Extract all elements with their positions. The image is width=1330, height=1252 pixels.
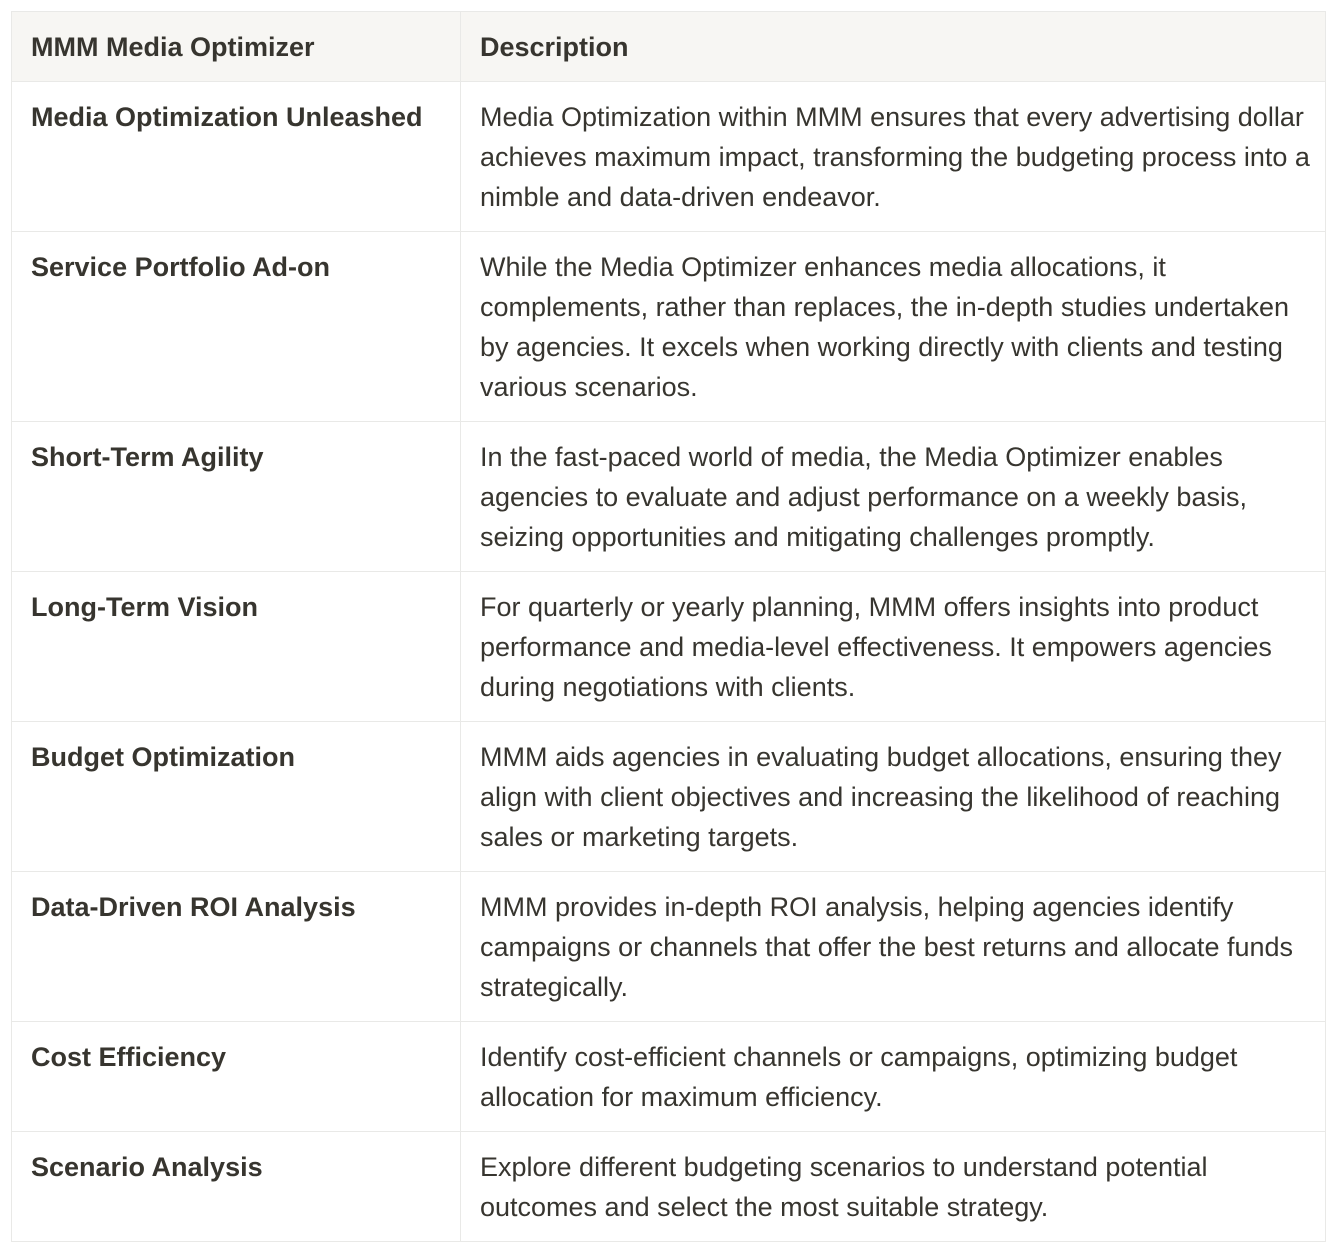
table-row — [12, 422, 1326, 572]
header-row — [12, 12, 1326, 82]
column-header-optimizer: MMM Media Optimizer — [12, 12, 461, 82]
table-row — [12, 232, 1326, 422]
feature-cell: Budget Optimization — [12, 722, 461, 872]
feature-cell: Scenario Analysis — [12, 1132, 461, 1242]
feature-cell: Data-Driven ROI Analysis — [12, 872, 461, 1022]
description-cell: Explore different budgeting scenarios to understand potential outcomes and select the most suitable strategy. — [461, 1132, 1326, 1242]
feature-cell: Long-Term Vision — [12, 572, 461, 722]
table-header — [12, 12, 1326, 82]
table-body — [12, 82, 1326, 1242]
table-row — [12, 82, 1326, 232]
table-row — [12, 722, 1326, 872]
feature-table — [11, 11, 1326, 1242]
feature-table-container — [11, 11, 1325, 1242]
description-cell: For quarterly or yearly planning, MMM offers insights into product performance and media-level effectiveness. It empowers agencies during negotiations with clients. — [461, 572, 1326, 722]
feature-cell: Short-Term Agility — [12, 422, 461, 572]
feature-cell: Media Optimization Unleashed — [12, 82, 461, 232]
feature-cell: Cost Efficiency — [12, 1022, 461, 1132]
description-cell: Identify cost-efficient channels or campaigns, optimizing budget allocation for maximum efficiency. — [461, 1022, 1326, 1132]
description-cell: In the fast-paced world of media, the Media Optimizer enables agencies to evaluate and adjust performance on a weekly basis, seizing opportunities and mitigating challenges promptly. — [461, 422, 1326, 572]
description-cell: MMM provides in-depth ROI analysis, helping agencies identify campaigns or channels that offer the best returns and allocate funds strategically. — [461, 872, 1326, 1022]
column-header-description: Description — [461, 12, 1326, 82]
table-row — [12, 1132, 1326, 1242]
feature-cell: Service Portfolio Ad-on — [12, 232, 461, 422]
table-row — [12, 572, 1326, 722]
table-row — [12, 1022, 1326, 1132]
table-row — [12, 872, 1326, 1022]
description-cell: While the Media Optimizer enhances media allocations, it complements, rather than replaces, the in-depth studies undertaken by agencies. It excels when working directly with clients and testing various scenarios. — [461, 232, 1326, 422]
description-cell: Media Optimization within MMM ensures that every advertising dollar achieves maximum impact, transforming the budgeting process into a nimble and data-driven endeavor. — [461, 82, 1326, 232]
description-cell: MMM aids agencies in evaluating budget allocations, ensuring they align with client objectives and increasing the likelihood of reaching sales or marketing targets. — [461, 722, 1326, 872]
